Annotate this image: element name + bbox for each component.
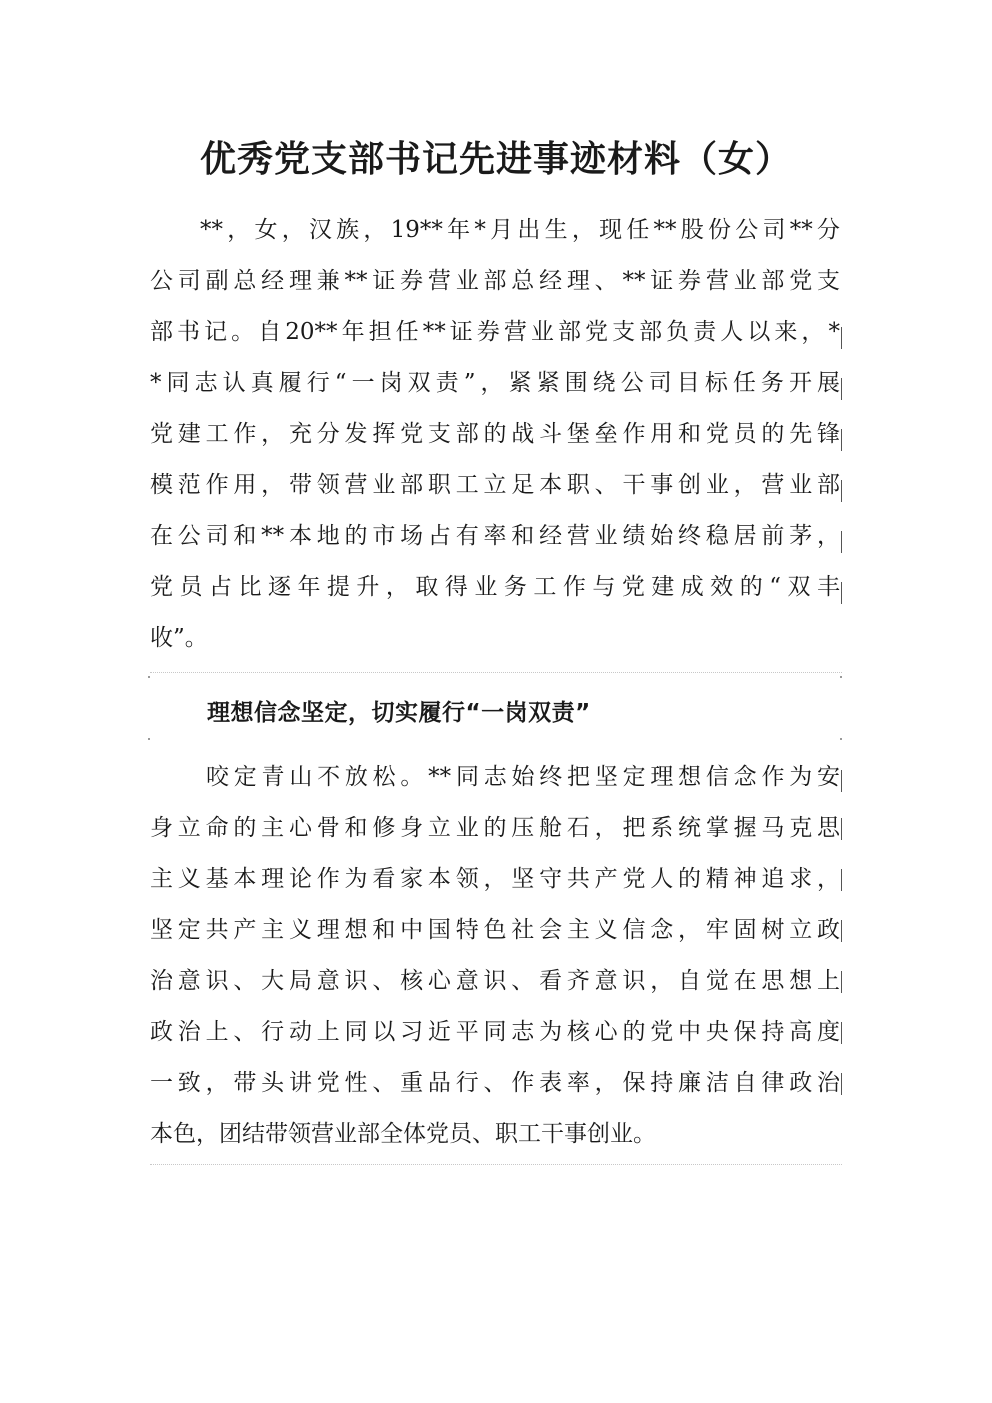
- intro-line: 党建工作，充分发挥党支部的战斗堡垒作用和党员的先锋: [150, 421, 840, 447]
- margin-corner-mark: [840, 738, 842, 740]
- section-line: 身立命的主心骨和修身立业的压舱石，把系统掌握马克思: [150, 815, 840, 841]
- intro-line: 党员占比逐年提升，取得业务工作与党建成效的“双丰: [150, 574, 840, 600]
- margin-change-bar: [841, 1073, 842, 1095]
- margin-change-bar: [841, 818, 842, 840]
- document-title: 优秀党支部书记先进事迹材料（女）: [199, 138, 792, 180]
- margin-change-bar: [841, 429, 842, 451]
- intro-line: 在公司和**本地的市场占有率和经营业绩始终稳居前茅，: [150, 523, 840, 549]
- margin-change-bar: [841, 480, 842, 502]
- intro-paragraph: [150, 205, 840, 664]
- margin-change-bar: [841, 531, 842, 553]
- margin-change-bar: [841, 971, 842, 993]
- paragraph-separator: [150, 1164, 842, 1165]
- margin-change-bar: [841, 770, 842, 792]
- intro-line: 部书记。自20**年担任**证券营业部党支部负责人以来，*: [150, 319, 840, 345]
- margin-corner-mark: [148, 738, 150, 740]
- section-line: 一致，带头讲党性、重品行、作表率，保持廉洁自律政治: [150, 1070, 840, 1096]
- margin-change-bar: [841, 869, 842, 891]
- intro-line: 公司副总经理兼**证券营业部总经理、**证券营业部党支: [150, 268, 840, 294]
- margin-corner-mark: [148, 676, 150, 678]
- section-line: 主义基本理论作为看家本领，坚守共产党人的精神追求，: [150, 866, 840, 892]
- margin-corner-mark: [840, 676, 842, 678]
- paragraph-separator: [150, 672, 842, 673]
- intro-line: 模范作用，带领营业部职工立足本职、干事创业，营业部: [150, 472, 840, 498]
- section-heading: 理想信念坚定，切实履行“一岗双责”: [207, 700, 591, 726]
- margin-change-bar: [841, 582, 842, 604]
- intro-line: **，女，汉族，19**年*月出生，现任**股份公司**分: [200, 217, 840, 243]
- margin-change-bar: [841, 920, 842, 942]
- section-paragraph: [150, 752, 840, 1160]
- section-line: 治意识、大局意识、核心意识、看齐意识，自觉在思想上: [150, 968, 840, 994]
- section-line: 咬定青山不放松。**同志始终把坚定理想信念作为安: [206, 764, 840, 790]
- section-line: 政治上、行动上同以习近平同志为核心的党中央保持高度: [150, 1019, 840, 1045]
- margin-change-bar: [841, 327, 842, 349]
- section-line: 坚定共产主义理想和中国特色社会主义信念，牢固树立政: [150, 917, 840, 943]
- intro-line: 收”。: [150, 625, 208, 651]
- margin-change-bar: [841, 378, 842, 400]
- intro-line: *同志认真履行“一岗双责”，紧紧围绕公司目标任务开展: [150, 370, 840, 396]
- margin-change-bar: [841, 1022, 842, 1044]
- section-line: 本色，团结带领营业部全体党员、职工干事创业。: [150, 1121, 656, 1147]
